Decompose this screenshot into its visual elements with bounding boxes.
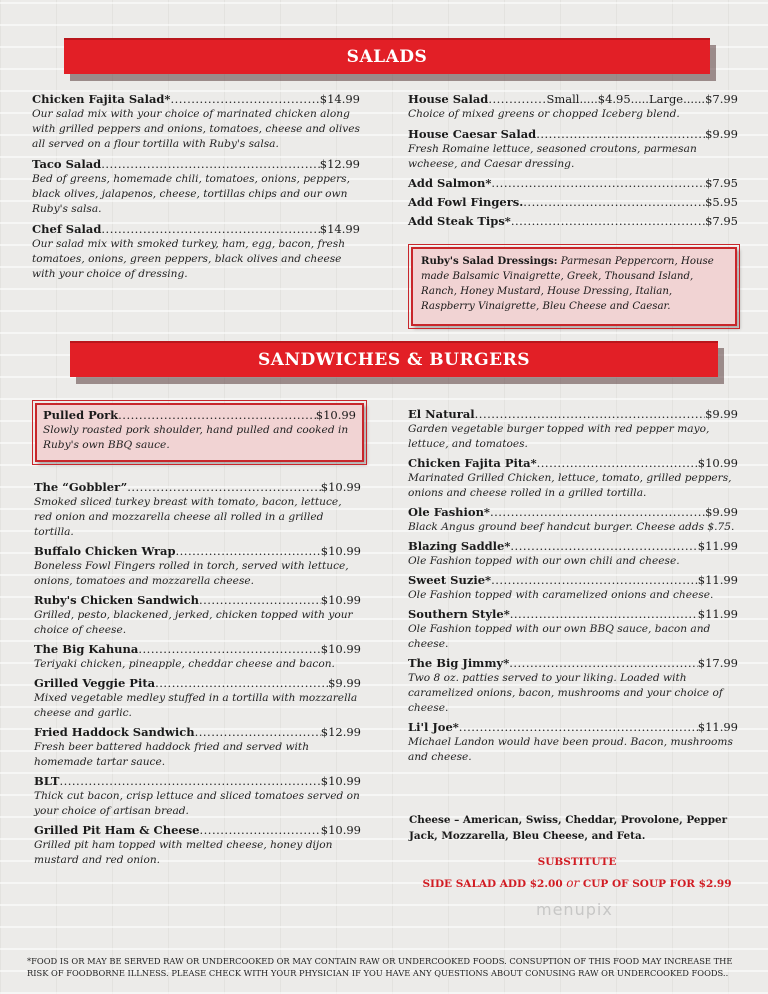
item-description: Mixed vegetable medley stuffed in a tortilla with mozzarella cheese and garlic. xyxy=(34,692,358,719)
menu-item xyxy=(34,773,361,819)
item-name: Fried Haddock Sandwich xyxy=(34,725,195,739)
item-price: $11.99 xyxy=(697,607,738,621)
menu-item xyxy=(408,606,738,652)
menu-item xyxy=(408,194,738,210)
item-description: Slowly roasted pork shoulder, hand pulled and cooked in Ruby's own BBQ sauce. xyxy=(43,424,349,451)
item-description: Smoked sliced turkey breast with tomato, bacon, lettuce, red onion and mozzarella cheese all rolled in a grilled tortilla. xyxy=(34,496,342,538)
item-price: $7.95 xyxy=(705,176,738,190)
item-price: $9.99 xyxy=(328,676,361,690)
food-safety-disclaimer: *FOOD IS OR MAY BE SERVED RAW OR UNDERCOOKED OR MAY CONTAIN RAW OR UNDERCOOKED FOODS. CONSUPTION OF THIS FOOD MAY INCREASE THE RISK OF FOODBORNE ILLNESS. PLEASE CHECK WITH YOUR PHYSICIAN IF YOU HAVE ANY QUESTIONS ABOUT CONUSING RAW OR UNDERCOOKED FOODS.. xyxy=(27,956,733,978)
item-name: Ole Fashion* xyxy=(408,505,490,519)
menu-item xyxy=(408,175,738,191)
item-description: Grilled pit ham topped with melted cheese, honey dijon mustard and red onion. xyxy=(34,839,333,866)
item-description: Ole Fashion topped with caramelized onions and cheese. xyxy=(408,589,714,601)
item-price: $10.99 xyxy=(320,823,361,837)
item-name: The “Gobbler” xyxy=(34,480,128,494)
item-name: BLT xyxy=(34,774,60,788)
item-description: Ole Fashion topped with our own chili and cheese. xyxy=(408,555,680,567)
item-name: Taco Salad xyxy=(32,157,102,171)
item-description: Garden vegetable burger topped with red pepper mayo, lettuce, and tomatoes. xyxy=(408,423,710,450)
menu-item xyxy=(32,91,360,152)
item-name: Southern Style* xyxy=(408,607,510,621)
item-name: El Natural xyxy=(408,407,475,421)
item-price: $14.99 xyxy=(319,92,360,106)
item-description: Black Angus ground beef handcut burger. Cheese adds $.75. xyxy=(408,521,735,533)
sandwiches-right-column xyxy=(408,406,738,768)
menu-item-pulled-pork xyxy=(43,407,356,453)
item-name: Add Salmon* xyxy=(408,176,492,190)
substitute-title: SUBSTITUTE xyxy=(537,856,617,868)
item-price: $11.99 xyxy=(697,573,738,587)
watermark-logo: menupix xyxy=(536,900,613,919)
menu-item xyxy=(408,213,738,229)
item-price: $11.99 xyxy=(697,539,738,553)
sandwiches-banner: SANDWICHES & BURGERS xyxy=(70,341,718,377)
salads-left-column xyxy=(32,91,360,286)
item-description: Choice of mixed greens or chopped Iceberg blend. xyxy=(408,108,680,120)
size-prices: Small.....$4.95.....Large...... xyxy=(546,92,706,106)
menu-item-house-salad xyxy=(408,91,738,122)
item-description: Thick cut bacon, crisp lettuce and sliced tomatoes served on your choice of artisan bread. xyxy=(34,790,360,817)
item-price: $7.99 xyxy=(705,92,738,106)
item-name: Sweet Suzie* xyxy=(408,573,492,587)
item-price: $10.99 xyxy=(697,456,738,470)
item-name: Grilled Pit Ham & Cheese xyxy=(34,823,200,837)
menu-item xyxy=(34,479,361,540)
item-description: Fresh beer battered haddock fried and served with homemade tartar sauce. xyxy=(34,741,310,768)
substitute-line xyxy=(409,876,745,890)
item-description: Michael Landon would have been proud. Bacon, mushrooms and cheese. xyxy=(408,736,733,763)
item-price: $14.99 xyxy=(319,222,360,236)
item-description: Marinated Grilled Chicken, lettuce, tomato, grilled peppers, onions and cheese rolled in a grilled tortilla. xyxy=(408,472,732,499)
item-name: Li'l Joe* xyxy=(408,720,459,734)
menu-item xyxy=(34,675,361,721)
menu-item xyxy=(34,822,361,868)
item-name: Add Fowl Fingers. xyxy=(408,195,524,209)
item-name: House Caesar Salad xyxy=(408,127,537,141)
item-price: $10.99 xyxy=(320,593,361,607)
item-name: Chef Salad xyxy=(32,222,102,236)
item-price: $12.99 xyxy=(320,725,361,739)
item-name: Chicken Fajita Pita* xyxy=(408,456,537,470)
item-description: Bed of greens, homemade chili, tomatoes, onions, peppers, black olives, jalapenos, cheese, tortillas chips and our own Ruby's salsa. xyxy=(32,173,350,215)
item-name: Pulled Pork xyxy=(43,408,119,422)
menu-item xyxy=(34,724,361,770)
salads-banner: SALADS xyxy=(64,38,710,74)
item-price: $10.99 xyxy=(320,544,361,558)
item-price: $9.99 xyxy=(705,127,738,141)
item-price: $5.95 xyxy=(705,195,738,209)
cheese-options: Cheese – American, Swiss, Cheddar, Provolone, Pepper Jack, Mozzarella, Bleu Cheese, and Feta. xyxy=(409,814,728,842)
item-price: $11.99 xyxy=(697,720,738,734)
item-price: $12.99 xyxy=(319,157,360,171)
item-price: $10.99 xyxy=(320,642,361,656)
menu-item xyxy=(34,543,361,589)
menu-item xyxy=(408,572,738,603)
item-name: Ruby's Chicken Sandwich xyxy=(34,593,199,607)
menu-item xyxy=(408,719,738,765)
menu-item xyxy=(408,655,738,716)
item-name: Grilled Veggie Pita xyxy=(34,676,156,690)
item-description: Our salad mix with your choice of marinated chicken along with grilled peppers and onions, tomatoes, cheese and olives all served on a flour tortilla with Ruby's salsa. xyxy=(32,108,360,150)
menu-item xyxy=(32,221,360,282)
dressings-box xyxy=(411,247,737,326)
menu-item xyxy=(32,156,360,217)
item-name: Blazing Saddle* xyxy=(408,539,511,553)
item-description: Two 8 oz. patties served to your liking. Loaded with caramelized onions, bacon, mushrooms and your choice of cheese. xyxy=(408,672,723,714)
item-price: $9.99 xyxy=(705,407,738,421)
substitute-or: or xyxy=(566,876,580,890)
item-name: The Big Kahuna xyxy=(34,642,139,656)
item-name: Add Steak Tips* xyxy=(408,214,511,228)
item-price: $9.99 xyxy=(705,505,738,519)
item-price: $17.99 xyxy=(697,656,738,670)
dressings-label: Ruby's Salad Dressings: xyxy=(421,255,558,267)
substitute-soup: CUP OF SOUP FOR $2.99 xyxy=(582,878,732,890)
item-name: House Salad xyxy=(408,92,489,106)
item-description: Our salad mix with smoked turkey, ham, egg, bacon, fresh tomatoes, onions, green peppers, black olives and cheese with your choice of dressing. xyxy=(32,238,346,280)
item-price: $10.99 xyxy=(320,480,361,494)
item-price: $10.99 xyxy=(320,774,361,788)
item-description: Boneless Fowl Fingers rolled in torch, served with lettuce, onions, tomatoes and mozzarella cheese. xyxy=(34,560,349,587)
item-name: Buffalo Chicken Wrap xyxy=(34,544,176,558)
pulled-pork-box xyxy=(35,403,364,462)
menu-item xyxy=(408,406,738,452)
menu-item xyxy=(408,538,738,569)
substitute-salad: SIDE SALAD ADD $2.00 xyxy=(422,878,563,890)
menu-item xyxy=(408,126,738,172)
item-price: $7.95 xyxy=(705,214,738,228)
item-description: Grilled, pesto, blackened, jerked, chicken topped with your choice of cheese. xyxy=(34,609,353,636)
item-description: Fresh Romaine lettuce, seasoned croutons, parmesan wcheese, and Caesar dressing. xyxy=(408,143,697,170)
sandwiches-left-column xyxy=(34,479,361,871)
item-name: Chicken Fajita Salad* xyxy=(32,92,171,106)
item-price: $10.99 xyxy=(315,408,356,422)
item-name: The Big Jimmy* xyxy=(408,656,510,670)
item-description: Ole Fashion topped with our own BBQ sauce, bacon and cheese. xyxy=(408,623,711,650)
dressings-list: Parmesan Peppercorn, House made Balsamic Vinaigrette, Greek, Thousand Island, Ranch, Honey Mustard, House Dressing, Italian, Raspberry Vinaigrette, Bleu Cheese and Caesar. xyxy=(421,256,714,312)
menu-item xyxy=(34,592,361,638)
salads-right-column xyxy=(408,91,738,232)
menu-item xyxy=(408,504,738,535)
menu-item xyxy=(34,641,361,672)
item-description: Teriyaki chicken, pineapple, cheddar cheese and bacon. xyxy=(34,658,335,670)
menu-item xyxy=(408,455,738,501)
